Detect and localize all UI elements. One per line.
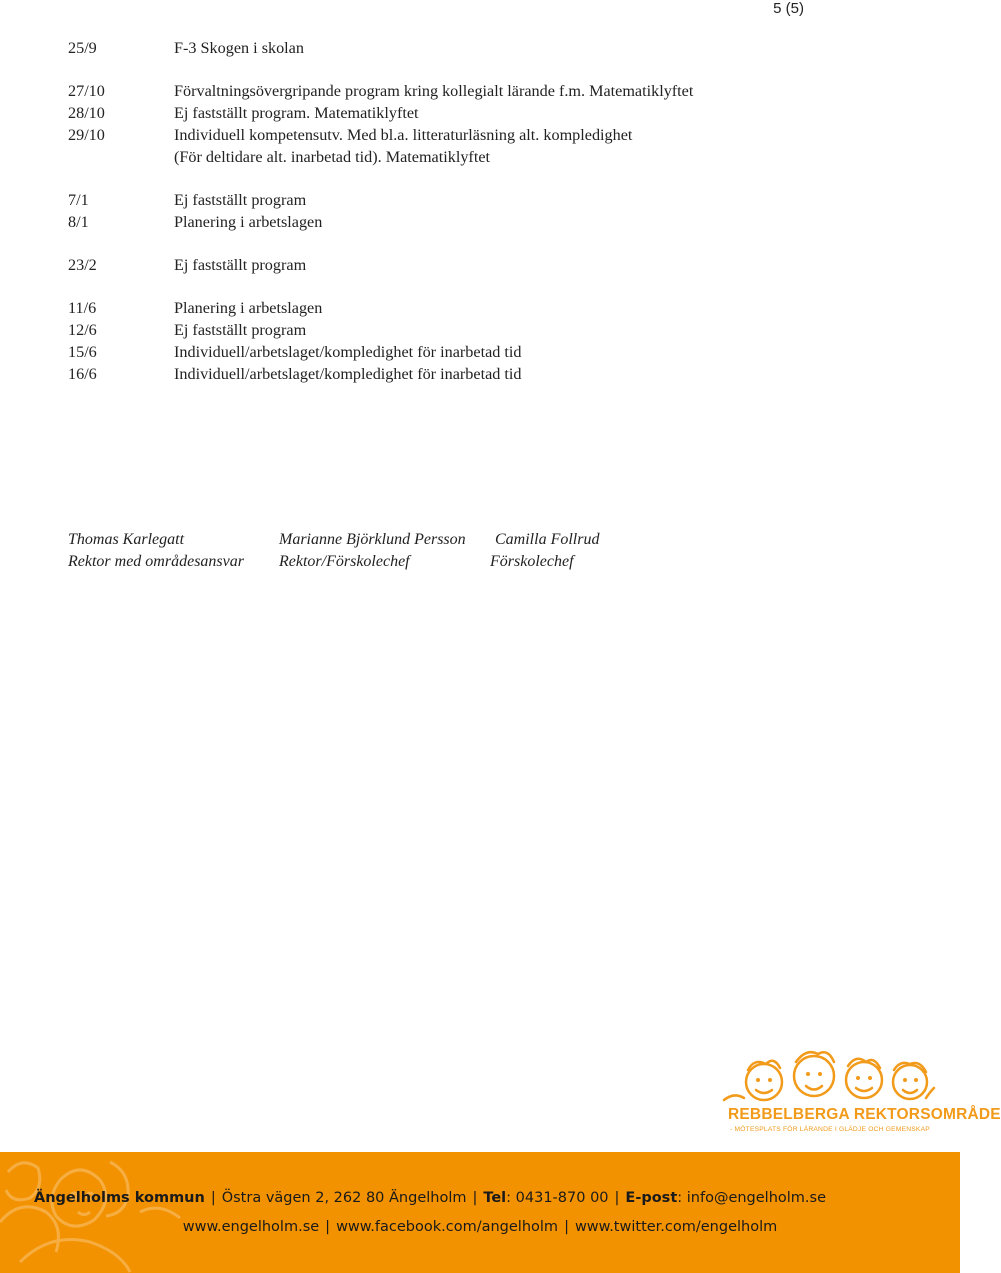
footer-link-website[interactable]: www.engelholm.se xyxy=(182,1219,320,1235)
signature-name: Marianne Björklund Persson xyxy=(279,531,466,548)
schedule-date xyxy=(68,146,174,168)
schedule-row xyxy=(68,254,848,276)
footer-separator: | xyxy=(614,1190,620,1206)
schedule-date: 28/10 xyxy=(68,104,105,122)
page-number: 5 (5) xyxy=(773,0,804,17)
schedule-text: Ej fastställt program xyxy=(174,321,307,339)
footer-separator: | xyxy=(472,1190,478,1206)
children-faces-icon xyxy=(722,1048,934,1108)
footer-email-label: E-post xyxy=(625,1190,678,1206)
signature-title: Rektor med områdesansvar xyxy=(68,553,244,570)
schedule-group xyxy=(68,189,848,233)
schedule-date: 11/6 xyxy=(68,299,97,317)
schedule-date: 25/9 xyxy=(68,39,97,57)
angel-illustration-icon xyxy=(0,1152,190,1273)
schedule-group xyxy=(68,254,848,276)
schedule-text: Planering i arbetslagen xyxy=(174,213,323,231)
schedule-date: 12/6 xyxy=(68,321,97,339)
schedule-date: 8/1 xyxy=(68,213,89,231)
signature-title: Förskolechef xyxy=(490,553,574,570)
signature xyxy=(68,529,244,573)
logo-name: REBBELBERGA REKTORSOMRÅDE xyxy=(728,1106,1001,1123)
footer-org: Ängelholms kommun xyxy=(33,1190,205,1206)
schedule-row xyxy=(68,124,848,146)
schedule-text: Individuell/arbetslaget/kompledighet för inarbetad tid xyxy=(174,343,522,361)
signature xyxy=(490,529,599,573)
schedule-row xyxy=(68,319,848,341)
footer-link-facebook[interactable]: www.facebook.com/angelholm xyxy=(336,1219,559,1235)
schedule-row xyxy=(68,37,848,59)
schedule-list xyxy=(68,37,848,406)
signature-name: Thomas Karlegatt xyxy=(68,531,185,548)
schedule-text: Individuell/arbetslaget/kompledighet för inarbetad tid xyxy=(174,365,522,383)
schedule-row xyxy=(68,102,848,124)
signature-name: Camilla Follrud xyxy=(495,531,600,548)
schedule-row xyxy=(68,189,848,211)
schedule-date: 29/10 xyxy=(68,126,105,144)
schedule-text: F-3 Skogen i skolan xyxy=(174,39,304,57)
footer-links-line xyxy=(0,1219,960,1235)
schedule-row xyxy=(68,146,848,168)
schedule-group xyxy=(68,80,848,168)
schedule-text: Förvaltningsövergripande program kring kollegialt lärande f.m. Matematiklyftet xyxy=(174,82,694,100)
schedule-row xyxy=(68,297,848,319)
footer-tel: 0431-870 00 xyxy=(515,1190,609,1206)
footer xyxy=(0,1152,960,1273)
schedule-date: 27/10 xyxy=(68,82,105,100)
schedule-text: (För deltidare alt. inarbetad tid). Matematiklyftet xyxy=(174,148,490,166)
footer-separator: | xyxy=(325,1219,331,1235)
schedule-date: 16/6 xyxy=(68,365,97,383)
footer-separator: | xyxy=(210,1190,216,1206)
schedule-text: Planering i arbetslagen xyxy=(174,299,323,317)
schedule-group xyxy=(68,37,848,59)
logo-tagline: - MÖTESPLATS FÖR LÄRANDE I GLÄDJE OCH GEMENSKAP xyxy=(730,1126,930,1133)
schedule-date: 15/6 xyxy=(68,343,97,361)
footer-email: info@engelholm.se xyxy=(686,1190,827,1206)
schedule-row xyxy=(68,363,848,385)
footer-separator: | xyxy=(564,1219,569,1235)
schedule-date: 23/2 xyxy=(68,256,97,274)
schedule-text: Ej fastställt program xyxy=(174,191,307,209)
schedule-row xyxy=(68,80,848,102)
footer-address: Östra vägen 2, 262 80 Ängelholm xyxy=(221,1190,467,1206)
signature-title: Rektor/Förskolechef xyxy=(279,553,410,570)
signature xyxy=(279,529,466,573)
rebbelberga-logo xyxy=(722,1048,1001,1138)
footer-contact-line: Ängelholms kommun | Östra vägen 2, 262 80 Ängelholm | Tel: 0431-870 00 | E-post: info@engelholm.se xyxy=(33,1190,827,1206)
schedule-text: Ej fastställt program xyxy=(174,256,307,274)
schedule-date: 7/1 xyxy=(68,191,89,209)
schedule-group xyxy=(68,297,848,385)
footer-tel-label: Tel xyxy=(483,1190,507,1206)
schedule-row xyxy=(68,211,848,233)
footer-link-twitter[interactable]: www.twitter.com/engelholm xyxy=(574,1219,778,1235)
schedule-text: Ej fastställt program. Matematiklyftet xyxy=(174,104,419,122)
schedule-row xyxy=(68,341,848,363)
schedule-text: Individuell kompetensutv. Med bl.a. litteraturläsning alt. kompledighet xyxy=(174,126,633,144)
